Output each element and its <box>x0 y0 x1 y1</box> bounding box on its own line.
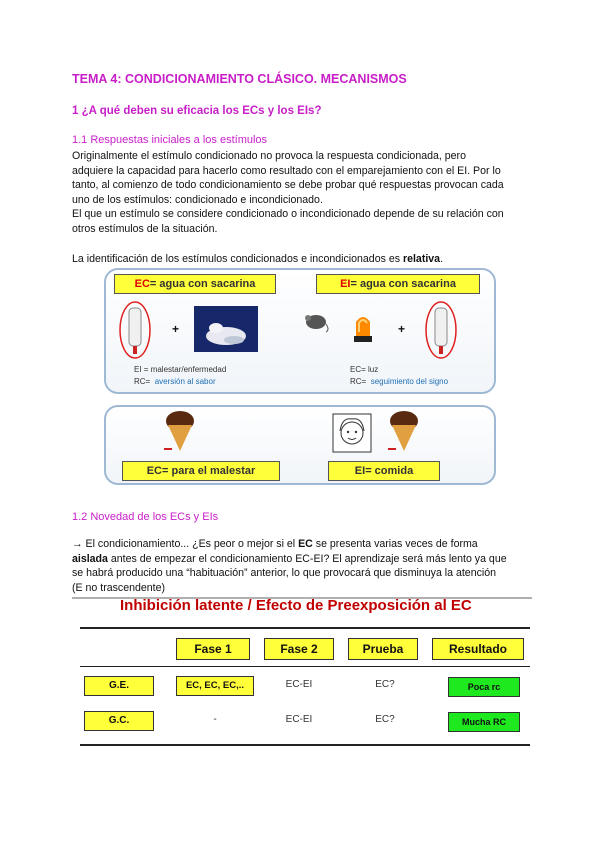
table-header-prueba: Prueba <box>348 638 418 660</box>
paragraph-line: otros estímulos de la situación. <box>72 222 218 235</box>
text-span: . <box>440 253 444 265</box>
subsection-heading-1-1: 1.1 Respuestas iniciales a los estímulos <box>72 134 268 146</box>
bold-text: relativa <box>402 253 441 265</box>
rat-icon <box>302 308 330 334</box>
plus-sign-2: + <box>398 322 406 336</box>
girl-face-icon <box>332 413 372 453</box>
paragraph-novedad <box>72 537 552 595</box>
section-heading-1: 1 ¿A qué deben su eficacia los ECs y los EIs? <box>72 105 322 117</box>
bold-text: EC <box>298 538 313 550</box>
caption-key: RC= <box>350 377 367 386</box>
label-ec-malestar: EC= para el malestar <box>122 461 280 481</box>
ice-cream-icon-2 <box>386 409 422 455</box>
paragraph-line: tanto, al comienzo de todo condicionamiento se debe probar qué respuestas provocan cada <box>72 179 504 191</box>
label-ei-comida: EI= comida <box>328 461 440 481</box>
plus-sign: + <box>172 322 180 336</box>
paragraph-line: (E no trascendente) <box>72 581 166 594</box>
caption-value: aversión al sabor <box>154 377 216 386</box>
water-bottle-icon-2 <box>424 300 458 360</box>
subsection-heading-1-2: 1.2 Novedad de los ECs y EIs <box>72 511 219 523</box>
table-cell-gc-resultado: Mucha RC <box>448 712 520 732</box>
paragraph-relative <box>72 252 542 267</box>
caption-ei-malestar: EI = malestar/enfermedad <box>134 365 227 374</box>
caption-key: RC= <box>134 377 151 386</box>
paragraph-line: Originalmente el estímulo condicionado no provoca la respuesta condicionada, pero <box>72 150 466 162</box>
table-row-label-gc: G.C. <box>84 711 154 731</box>
warning-light-icon <box>348 310 378 344</box>
text-span: La identificación de los estímulos condicionados e incondicionados es <box>72 253 403 265</box>
caption-ec-luz: EC= luz <box>350 365 379 374</box>
figure-panel-top <box>104 268 496 394</box>
label-ec-agua <box>114 274 276 294</box>
caption-rc-aversion <box>134 377 216 386</box>
page-title: TEMA 4: CONDICIONAMIENTO CLÁSICO. MECANISMOS <box>72 72 407 86</box>
paragraph-line: adquiere la capacidad para hacerlo como resultado con el emparejamiento con el EI. Por lo <box>72 164 501 177</box>
table-cell-gc-fase2: EC-EI <box>285 714 313 725</box>
water-bottle-icon <box>118 300 152 360</box>
table-cell-ge-fase1: EC, EC, EC,.. <box>176 676 254 696</box>
table-rule-top <box>80 627 530 629</box>
text-span: → El condicionamiento... ¿Es peor o mejor si el <box>72 538 299 550</box>
paragraph-line: uno de los estímulos: condicionado e incondicionado. <box>72 193 323 206</box>
table-header-resultado: Resultado <box>432 638 524 660</box>
table-cell-ge-prueba: EC? <box>375 679 395 690</box>
table-cell-gc-prueba: EC? <box>375 714 395 725</box>
figure-panel-bottom <box>104 405 496 485</box>
table-rule-mid <box>80 666 530 667</box>
paragraph-line <box>72 537 552 552</box>
paragraph-line: El que un estímulo se considere condicionado o incondicionado depende de su relación con <box>72 208 504 220</box>
table-header-fase2: Fase 2 <box>264 638 334 660</box>
paragraph-responses <box>72 149 542 236</box>
ice-cream-icon <box>162 409 198 455</box>
label-key: EI <box>340 278 351 290</box>
text-span: se presenta varias veces de forma <box>312 538 478 550</box>
label-text: = agua con sacarina <box>350 278 456 290</box>
table-row-label-ge: G.E. <box>84 676 154 696</box>
paragraph-line: se habrá producido una “habituación” anterior, lo que provocará que disminuya la atención <box>72 567 497 579</box>
caption-value: seguimiento del signo <box>370 377 449 386</box>
paragraph-line <box>72 552 552 567</box>
caption-rc-seguimiento <box>350 377 448 386</box>
table-cell-ge-fase2: EC-EI <box>285 679 313 690</box>
table-rule-bottom <box>80 744 530 746</box>
table-cell-ge-resultado: Poca rc <box>448 677 520 697</box>
table-header-fase1: Fase 1 <box>176 638 250 660</box>
sick-rat-image <box>194 306 258 352</box>
label-key: EC <box>134 278 150 290</box>
table-cell-gc-fase1: - <box>213 714 217 725</box>
table-heading: Inhibición latente / Efecto de Preexposición al EC <box>120 597 472 614</box>
label-text: = agua con sacarina <box>149 278 256 290</box>
label-ei-agua <box>316 274 480 294</box>
bold-text: aislada <box>72 552 108 565</box>
text-span: antes de empezar el condicionamiento EC-EI? El aprendizaje será más lento ya que <box>107 552 507 565</box>
